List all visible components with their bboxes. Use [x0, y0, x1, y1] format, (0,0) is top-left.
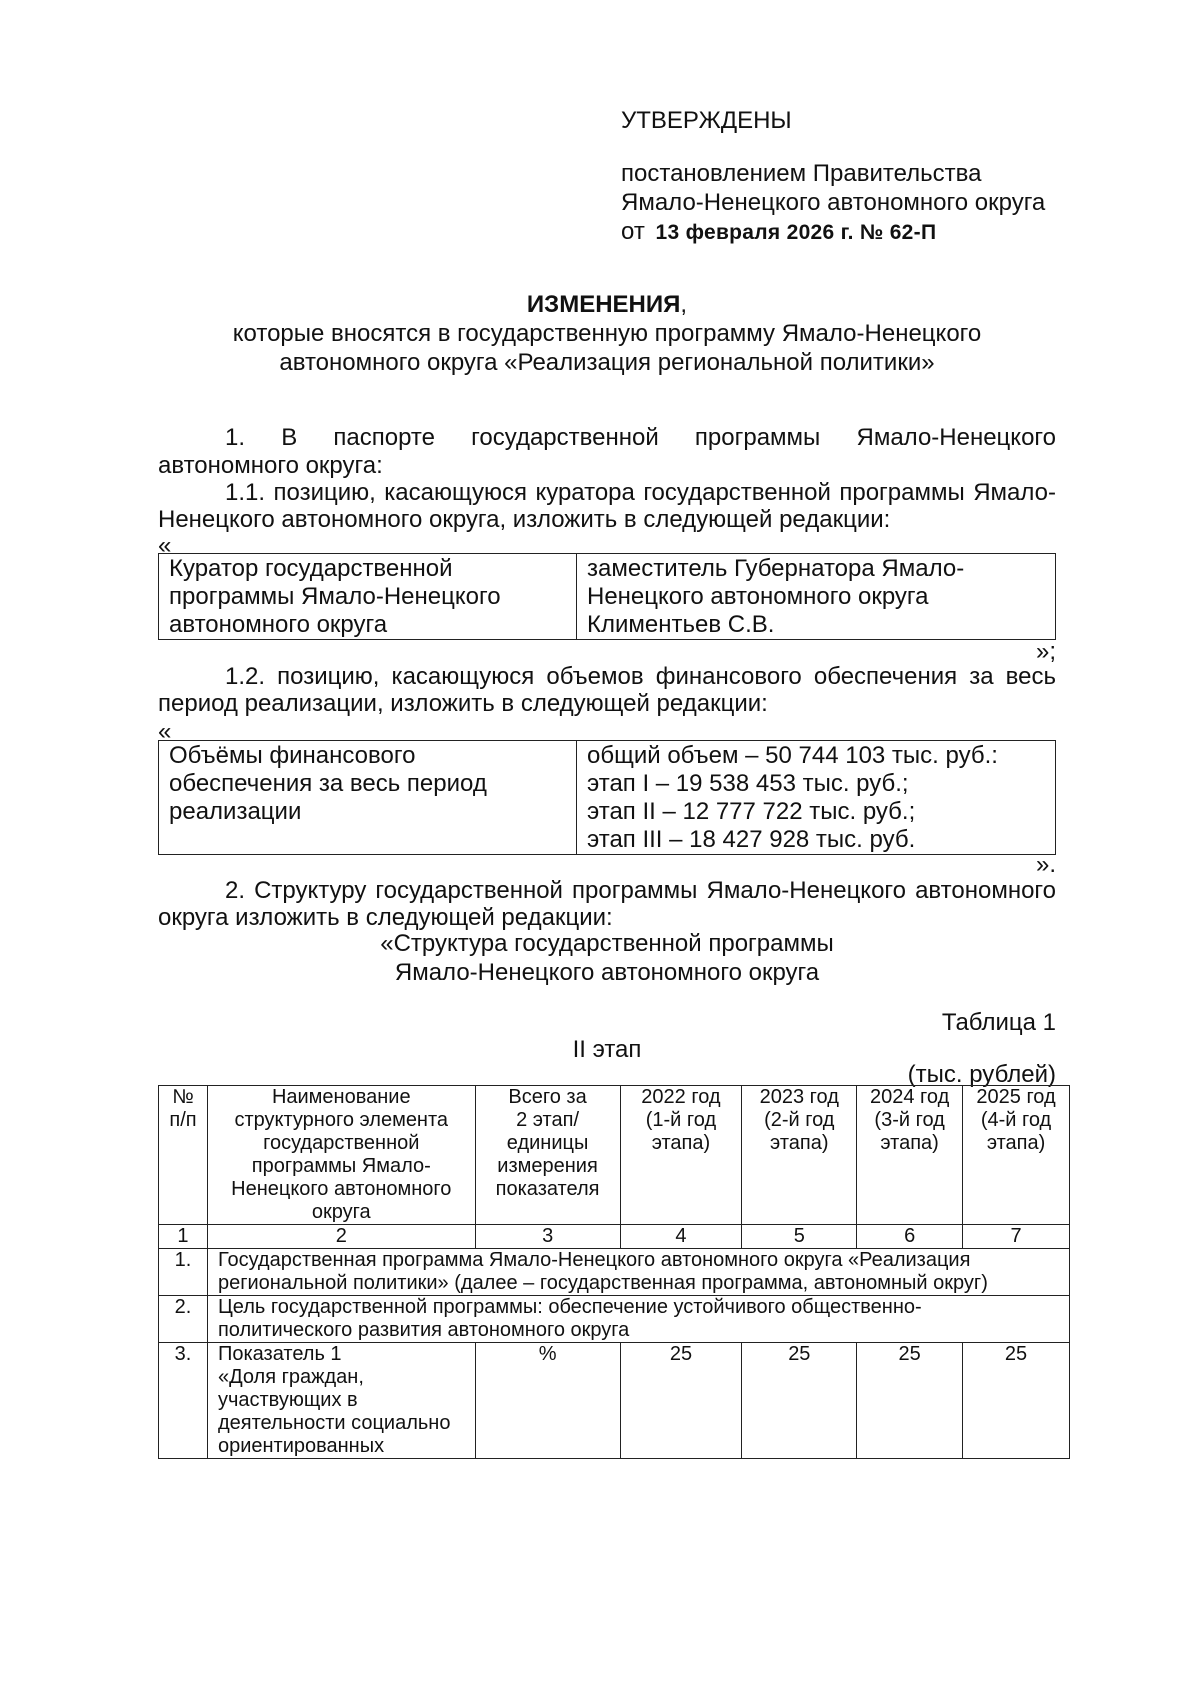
header-2024 — [857, 1086, 963, 1225]
approval-line1: постановлением Правительства — [621, 160, 982, 187]
indicator-name-line: ориентированных — [217, 1435, 385, 1457]
curator-table — [158, 553, 1056, 640]
header-2025 — [963, 1086, 1070, 1225]
close-quote-2: ». — [1035, 851, 1056, 878]
header-text: измерения — [497, 1155, 598, 1177]
structure-table-body — [158, 1224, 1070, 1459]
curator-value-line: заместитель Губернатора Ямало- — [587, 555, 965, 582]
column-number-row — [159, 1225, 1070, 1249]
open-quote-2: « — [158, 718, 172, 745]
finance-stage-2: этап II – 12 777 722 тыс. руб.; — [587, 798, 916, 825]
s2-line2: округа изложить в следующей редакции: — [158, 904, 613, 931]
indicator-name-line: деятельности социально — [217, 1412, 451, 1434]
header-text: (1-й год — [645, 1109, 717, 1131]
s1-p12-line1: 1.2. позицию, касающуюся объемов финансового обеспечения за весь — [225, 663, 1056, 690]
curator-label-line: автономного округа — [169, 611, 388, 638]
program-goal-line: политического развития автономного округа — [217, 1319, 630, 1341]
indicator-value-2022: 25 — [620, 1343, 742, 1459]
title-line1: которые вносятся в государственную программу Ямало-Ненецкого — [232, 320, 982, 347]
indicator-value-2024: 25 — [857, 1343, 963, 1459]
header-text: 2022 год — [641, 1086, 721, 1108]
indicator-value-2023: 25 — [742, 1343, 857, 1459]
approval-heading: УТВЕРЖДЕНЫ — [621, 107, 792, 134]
column-number: 6 — [857, 1225, 963, 1249]
finance-stage-3: этап III – 18 427 928 тыс. руб. — [587, 826, 916, 853]
column-number: 5 — [742, 1225, 857, 1249]
structure-table-header — [158, 1085, 1070, 1225]
header-text: программы Ямало- — [251, 1155, 431, 1177]
unit-label: (тыс. рублей) — [907, 1061, 1056, 1088]
curator-value-cell — [577, 554, 1056, 640]
approval-date-value: 13 февраля 2026 г. № 62-П — [655, 221, 937, 244]
header-text: округа — [311, 1201, 371, 1223]
header-text: этапа) — [986, 1132, 1046, 1154]
header-name — [207, 1086, 475, 1225]
header-num — [159, 1086, 208, 1225]
header-text: этапа) — [651, 1132, 711, 1154]
program-goal-cell — [207, 1296, 1069, 1343]
s1-intro-line1: 1. В паспорте государственной программы Ямало-Ненецкого — [225, 424, 1056, 451]
indicator-value-2025: 25 — [963, 1343, 1070, 1459]
finance-table — [158, 740, 1056, 855]
curator-value-line: Климентьев С.В. — [587, 611, 775, 638]
finance-label-line: реализации — [169, 798, 302, 825]
title-main: ИЗМЕНЕНИЯ — [526, 291, 681, 318]
indicator-name-line: «Доля граждан, — [217, 1366, 364, 1388]
s1-p11-line2: Ненецкого автономного округа, изложить в следующей редакции: — [158, 506, 891, 533]
program-name-line: Государственная программа Ямало-Ненецкого автономного округа «Реализация — [217, 1249, 971, 1271]
header-text: 2024 год — [869, 1086, 950, 1108]
header-text: структурного элемента — [234, 1109, 449, 1131]
finance-label-cell — [159, 741, 577, 855]
table-row — [159, 1249, 1070, 1296]
title-comma: , — [680, 291, 688, 318]
open-quote-1: « — [158, 532, 172, 559]
s2-line1: 2. Структуру государственной программы Ямало-Ненецкого автономного — [225, 877, 1056, 904]
finance-label-line: Объёмы финансового — [169, 742, 416, 769]
s1-p12-line2: период реализации, изложить в следующей редакции: — [158, 690, 768, 717]
curator-value-line: Ненецкого автономного округа — [587, 583, 929, 610]
indicator-unit: % — [475, 1343, 620, 1459]
column-number: 4 — [620, 1225, 742, 1249]
header-row — [159, 1086, 1070, 1225]
curator-row — [159, 554, 1056, 640]
column-number: 1 — [159, 1225, 208, 1249]
header-text: этапа) — [880, 1132, 939, 1154]
header-text: 2023 год — [759, 1086, 839, 1108]
approval-line2: Ямало-Ненецкого автономного округа — [621, 189, 1046, 216]
row-number: 1. — [159, 1249, 208, 1296]
header-text: этапа) — [770, 1132, 829, 1154]
header-text: Ненецкого автономного — [231, 1178, 452, 1200]
document-title — [158, 290, 1056, 377]
finance-total: общий объем – 50 744 103 тыс. руб.: — [587, 742, 998, 769]
indicator-name-line: участвующих в — [217, 1389, 358, 1411]
structure-heading — [158, 929, 1056, 987]
header-text: (4-й год — [980, 1109, 1052, 1131]
row-number: 3. — [159, 1343, 208, 1459]
row-number: 2. — [159, 1296, 208, 1343]
column-number: 2 — [207, 1225, 475, 1249]
header-text: показателя — [495, 1178, 600, 1200]
header-text: Всего за — [508, 1086, 587, 1108]
title-line2: автономного округа «Реализация региональной политики» — [279, 349, 935, 376]
header-text: № — [172, 1086, 194, 1108]
header-text: 2025 год — [976, 1086, 1056, 1108]
approval-date — [621, 217, 1181, 247]
column-number: 7 — [963, 1225, 1070, 1249]
header-text: (2-й год — [764, 1109, 835, 1131]
finance-stage-1: этап I – 19 538 453 тыс. руб.; — [587, 770, 909, 797]
program-name-cell — [207, 1249, 1069, 1296]
s1-p11-line1: 1.1. позицию, касающуюся куратора государственной программы Ямало- — [225, 479, 1056, 506]
curator-label-line: Куратор государственной — [169, 555, 453, 582]
header-text: государственной — [263, 1132, 420, 1154]
approval-block — [621, 106, 1181, 247]
structure-heading-line1: «Структура государственной программы — [380, 930, 834, 957]
header-text: Наименование — [271, 1086, 411, 1108]
finance-label-line: обеспечения за весь период — [169, 770, 487, 797]
header-text: п/п — [169, 1109, 197, 1131]
table-label: Таблица 1 — [941, 1009, 1056, 1036]
indicator-name-line: Показатель 1 — [217, 1343, 342, 1365]
header-2022 — [620, 1086, 742, 1225]
header-text: (3-й год — [874, 1109, 945, 1131]
approval-date-prefix: от — [621, 218, 645, 245]
finance-row — [159, 741, 1056, 855]
table-row — [159, 1296, 1070, 1343]
stage-label: II этап — [572, 1036, 642, 1063]
program-goal-line: Цель государственной программы: обеспечение устойчивого общественно- — [217, 1296, 922, 1318]
curator-label-cell — [159, 554, 577, 640]
header-text: 2 этап/ — [516, 1109, 579, 1131]
header-text: единицы — [506, 1132, 589, 1154]
structure-heading-line2: Ямало-Ненецкого автономного округа — [394, 959, 820, 986]
finance-value-cell — [577, 741, 1056, 855]
close-quote-1: »; — [1035, 638, 1056, 665]
curator-label-line: программы Ямало-Ненецкого — [169, 583, 501, 610]
header-total — [475, 1086, 620, 1225]
indicator-name-cell — [207, 1343, 475, 1459]
program-name-line: региональной политики» (далее – государственная программа, автономный округ) — [217, 1272, 988, 1294]
table-row — [159, 1343, 1070, 1459]
s1-intro-line2: автономного округа: — [158, 452, 383, 479]
column-number: 3 — [475, 1225, 620, 1249]
header-2023 — [742, 1086, 857, 1225]
